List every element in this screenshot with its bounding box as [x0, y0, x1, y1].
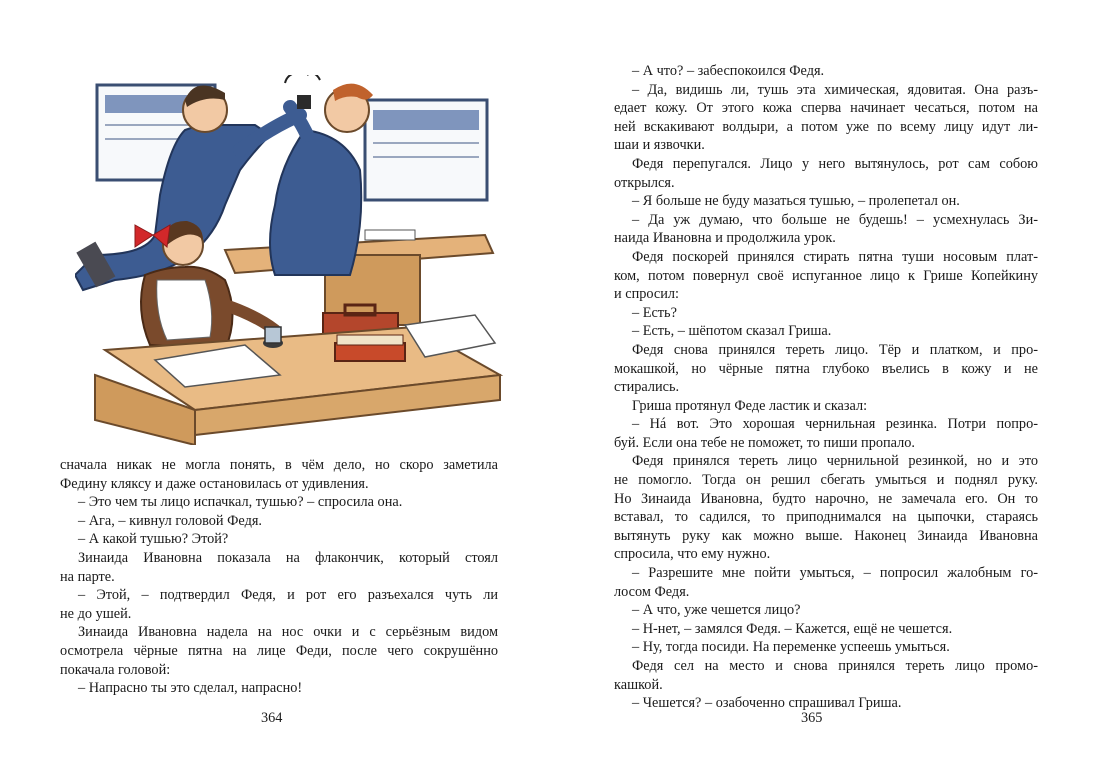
text-line: Федя перепугался. Лицо у него вытянулось, рот сам собою	[632, 155, 1038, 172]
text-line: – Это чем ты лицо испачкал, тушью? – спросила она.	[78, 494, 403, 511]
schoolchildren-illustration	[75, 75, 505, 445]
page-number: 365	[801, 710, 823, 726]
text-line: – Напрасно ты это сделал, напрасно!	[78, 680, 303, 697]
text-line: ней вскакивают волдыри, а потом уже по всему лицу идут ли-	[614, 118, 1038, 135]
text-line: буй. Если она тебе не поможет, то пиши пропало.	[614, 434, 915, 451]
text-line: – Нá вот. Это хорошая чернильная резинка. Потри попро-	[632, 416, 1038, 433]
text-line: кашкой.	[614, 676, 663, 693]
text-line: – Ну, тогда посиди. На переменке успеешь умыться.	[632, 639, 950, 656]
text-line: ком, потом повернул своё испуганное лицо к Грише Копейкину	[614, 267, 1038, 284]
text-line: – А какой тушью? Этой?	[78, 531, 229, 548]
text-line: Федя сел на место и снова принялся тереть лицо промо-	[632, 658, 1038, 674]
right-page	[549, 0, 1099, 783]
text-line: – А что, уже чешется лицо?	[632, 602, 801, 619]
text-line: наида Ивановна и продолжила урок.	[614, 230, 836, 247]
text-line: – Есть, – шёпотом сказал Гриша.	[632, 323, 832, 340]
text-line: – Да уж думаю, что больше не будешь! – усмехнулась Зи-	[632, 211, 1038, 228]
text-line: открылся.	[614, 174, 675, 191]
text-line: – Н-нет, – замялся Федя. – Кажется, ещё не чешется.	[632, 620, 953, 637]
page-number: 364	[261, 710, 283, 726]
text-line: Гриша протянул Феде ластик и сказал:	[632, 397, 868, 414]
text-line: Федя поскорей принялся стирать пятна туши носовым плат-	[632, 248, 1038, 265]
text-line: шаи и язвочки.	[614, 137, 705, 154]
text-line: – Я больше не буду мазаться тушью, – пролепетал он.	[632, 193, 960, 210]
text-line: покачала головой:	[60, 661, 171, 678]
left-page-text	[60, 456, 498, 698]
text-line: – Разрешите мне пойти умыться, – попросил жалобным го-	[632, 565, 1038, 582]
text-line: Но Зинаида Ивановна, будто нарочно, не замечала его. Он то	[614, 490, 1038, 507]
text-line: вставал, то садился, то приподнимался на цыпочки, стараясь	[614, 509, 1038, 526]
left-page	[0, 0, 549, 783]
text-line: на парте.	[60, 568, 115, 585]
text-line: едает кожу. От этого кожа сперва начинает чесаться, потом на	[614, 100, 1038, 117]
text-line: осмотрела чёрные пятна на лице Феди, после чего сокрушённо	[60, 642, 498, 659]
text-line: лосом Федя.	[614, 583, 690, 600]
text-line: спросила, что ему нужно.	[614, 546, 771, 563]
text-line: – Этой, – подтвердил Федя, и рот его разъехался чуть ли	[78, 587, 498, 604]
text-line: не до ушей.	[60, 605, 132, 622]
text-line: – А что? – забеспокоился Федя.	[632, 63, 825, 79]
text-line: Зинаида Ивановна показала на флакончик, который стоял	[78, 549, 498, 566]
boy-right-figure	[270, 75, 373, 275]
text-line: Федя принялся тереть лицо чернильной резинкой, но и это	[632, 453, 1038, 470]
right-page-text	[614, 62, 1038, 713]
text-line: и спросил:	[614, 286, 679, 303]
text-line: Федя снова принялся тереть лицо. Тёр и платком, и про-	[632, 341, 1038, 358]
text-line: стирались.	[614, 379, 680, 396]
text-line: Федину кляксу и даже остановилась от удивления.	[60, 475, 369, 492]
text-line: – Да, видишь ли, тушь эта химическая, ядовитая. Она разъ-	[632, 81, 1038, 98]
text-line: Зинаида Ивановна надела на нос очки и с серьёзным видом	[78, 624, 498, 641]
text-line: вытянуть руку как можно выше. Наконец Зинаида Ивановна	[614, 527, 1038, 544]
text-line: сначала никак не могла понять, в чём дело, но скоро заметила	[60, 457, 498, 473]
text-line: – Есть?	[632, 304, 677, 321]
text-line: – Чешется? – озабоченно спрашивал Гриша.	[632, 695, 902, 712]
text-line: мокашкой, но чёрные пятна глубоко въелись в кожу и не	[614, 360, 1038, 377]
text-line: не помогло. Тогда он решил сбегать умыться и поднял руку.	[614, 472, 1038, 489]
text-line: – Ага, – кивнул головой Федя.	[78, 512, 263, 529]
